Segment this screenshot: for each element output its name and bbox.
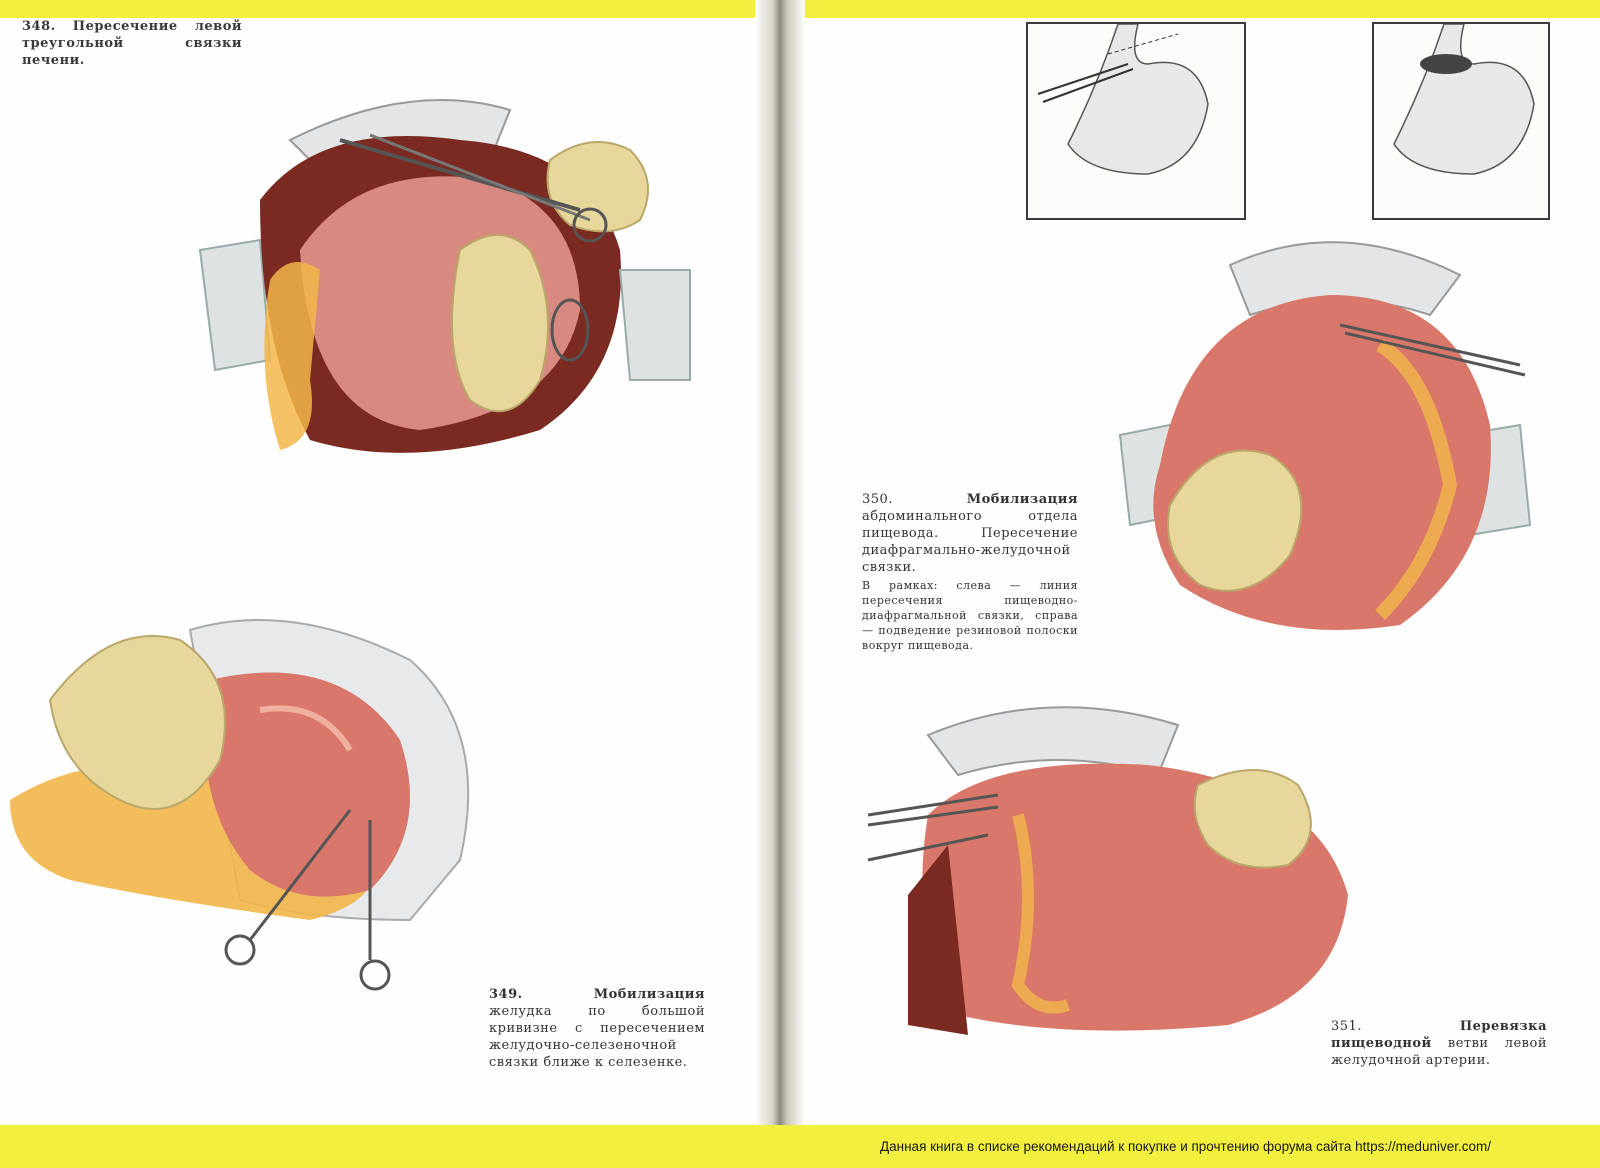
caption-350-text: абдоминального отдела пищевода. Пересечение диафрагмально-желудочной связки. [862, 509, 1078, 575]
inset-right-drawing [1374, 24, 1548, 218]
caption-350-title: Мобилизация [966, 492, 1078, 507]
caption-349-number: 349. [489, 987, 523, 1002]
caption-349-title: Мобилизация [593, 987, 705, 1002]
figure-351-illustration [868, 695, 1388, 1040]
figure-350-inset-left [1026, 22, 1246, 220]
figure-350-illustration [1100, 225, 1580, 650]
figure-348-illustration [160, 50, 720, 500]
book-gutter [755, 0, 805, 1168]
caption-350 [862, 491, 1078, 653]
caption-349-text: желудка по большой кривизне с пересечением желудочно-селезеночной связки ближе к селезенке. [489, 1004, 705, 1070]
caption-348-number: 348. [22, 19, 56, 34]
caption-351-title: Перевязка пищеводной [1331, 1019, 1547, 1051]
caption-349 [489, 986, 705, 1071]
inset-left-drawing [1028, 24, 1244, 218]
caption-351-text: ветви левой желудочной артерии. [1331, 1036, 1547, 1068]
caption-351-number: 351. [1331, 1019, 1362, 1034]
caption-348-text: Пересечение левой треугольной связки печени. [22, 19, 243, 68]
caption-348 [22, 18, 242, 69]
caption-350-number: 350. [862, 492, 893, 507]
caption-350-subcaption: В рамках: слева — линия пересечения пищеводно-диафрагмальной связки, справа — подведение резиновой полоски вокруг пищевода. [862, 579, 1078, 652]
figure-350-inset-right [1372, 22, 1550, 220]
footer-note: Данная книга в списке рекомендаций к покупке и прочтению форума сайта https://meduniver.com/ [880, 1139, 1491, 1154]
figure-349-illustration [10, 600, 510, 1020]
caption-351 [1331, 1018, 1547, 1069]
